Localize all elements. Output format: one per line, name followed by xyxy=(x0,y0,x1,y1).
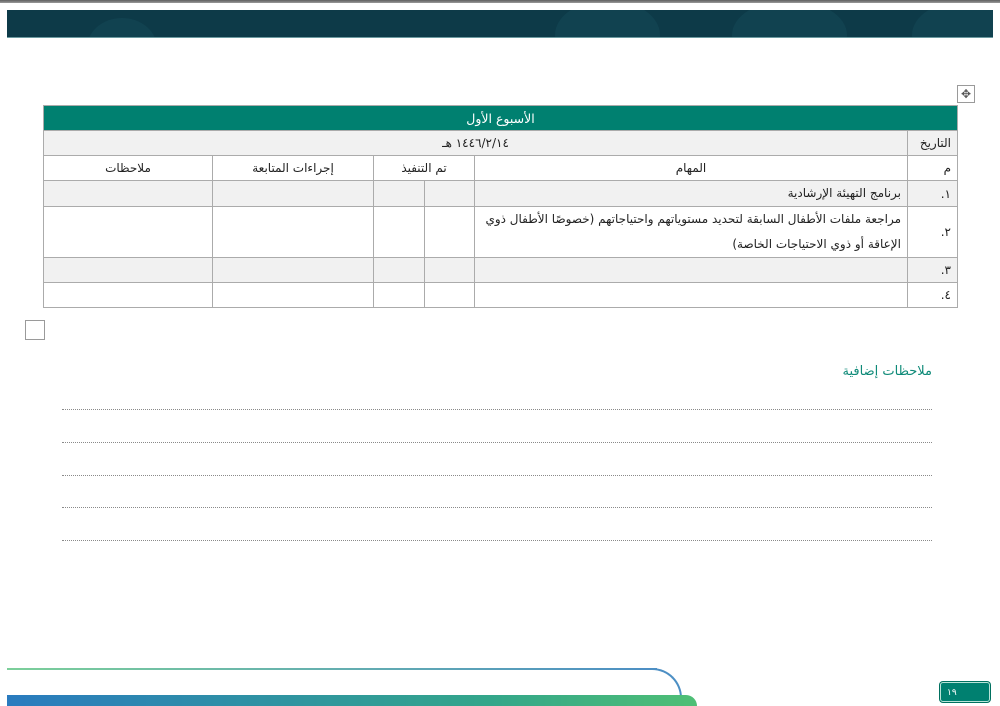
banner-decoration xyxy=(87,18,157,38)
task-cell[interactable]: مراجعة ملفات الأطفال السابقة لتحديد مستوياتهم واحتياجاتهم (خصوصًا الأطفال ذوي الإعاقة أو ذوي الاحتياجات الخاصة) xyxy=(475,207,908,258)
row-number[interactable]: ١. xyxy=(908,181,958,207)
task-cell[interactable]: برنامج التهيئة الإرشادية xyxy=(475,181,908,207)
column-header-row xyxy=(44,156,958,181)
column-header-number[interactable]: م xyxy=(908,156,958,181)
column-header-followup[interactable]: إجراءات المتابعة xyxy=(213,156,374,181)
header-banner xyxy=(7,10,993,38)
table-resize-handle[interactable] xyxy=(25,320,45,340)
footer-decoration-line xyxy=(7,668,657,670)
date-value[interactable]: ١٤٤٦/٢/١٤ هـ xyxy=(44,131,908,156)
done-cell-a[interactable] xyxy=(425,207,475,258)
table-row xyxy=(44,283,958,308)
followup-cell[interactable] xyxy=(213,258,374,283)
table-row xyxy=(44,181,958,207)
weekly-plan-table xyxy=(43,105,958,308)
note-line[interactable] xyxy=(62,475,932,476)
date-row xyxy=(44,131,958,156)
window-top-rule xyxy=(0,0,1000,3)
done-cell-b[interactable] xyxy=(374,181,425,207)
done-cell-b[interactable] xyxy=(374,207,425,258)
notes-cell[interactable] xyxy=(44,181,213,207)
table-row xyxy=(44,207,958,258)
done-cell-a[interactable] xyxy=(425,181,475,207)
note-line[interactable] xyxy=(62,540,932,541)
done-cell-b[interactable] xyxy=(374,283,425,308)
done-cell-a[interactable] xyxy=(425,258,475,283)
page-number-badge: ١٩ xyxy=(940,682,990,702)
followup-cell[interactable] xyxy=(213,181,374,207)
followup-cell[interactable] xyxy=(213,207,374,258)
banner-decoration xyxy=(912,10,993,38)
date-label[interactable]: التاريخ xyxy=(908,131,958,156)
notes-cell[interactable] xyxy=(44,283,213,308)
row-number[interactable]: ٢. xyxy=(908,207,958,258)
additional-notes-title: ملاحظات إضافية xyxy=(842,364,932,379)
week-title-row xyxy=(44,106,958,131)
task-cell[interactable] xyxy=(475,258,908,283)
banner-decoration xyxy=(732,10,847,38)
note-line[interactable] xyxy=(62,507,932,508)
notes-cell[interactable] xyxy=(44,207,213,258)
table-move-handle-icon[interactable]: ✥ xyxy=(957,85,975,103)
column-header-done[interactable]: تم التنفيذ xyxy=(374,156,475,181)
footer-decoration-bar xyxy=(7,695,697,706)
row-number[interactable]: ٤. xyxy=(908,283,958,308)
task-cell[interactable] xyxy=(475,283,908,308)
done-cell-b[interactable] xyxy=(374,258,425,283)
column-header-tasks[interactable]: المهام xyxy=(475,156,908,181)
row-number[interactable]: ٣. xyxy=(908,258,958,283)
notes-cell[interactable] xyxy=(44,258,213,283)
note-line[interactable] xyxy=(62,442,932,443)
week-title[interactable]: الأسبوع الأول xyxy=(44,106,958,131)
column-header-notes[interactable]: ملاحظات xyxy=(44,156,213,181)
followup-cell[interactable] xyxy=(213,283,374,308)
banner-decoration xyxy=(555,10,660,38)
table-row xyxy=(44,258,958,283)
done-cell-a[interactable] xyxy=(425,283,475,308)
note-line[interactable] xyxy=(62,409,932,410)
